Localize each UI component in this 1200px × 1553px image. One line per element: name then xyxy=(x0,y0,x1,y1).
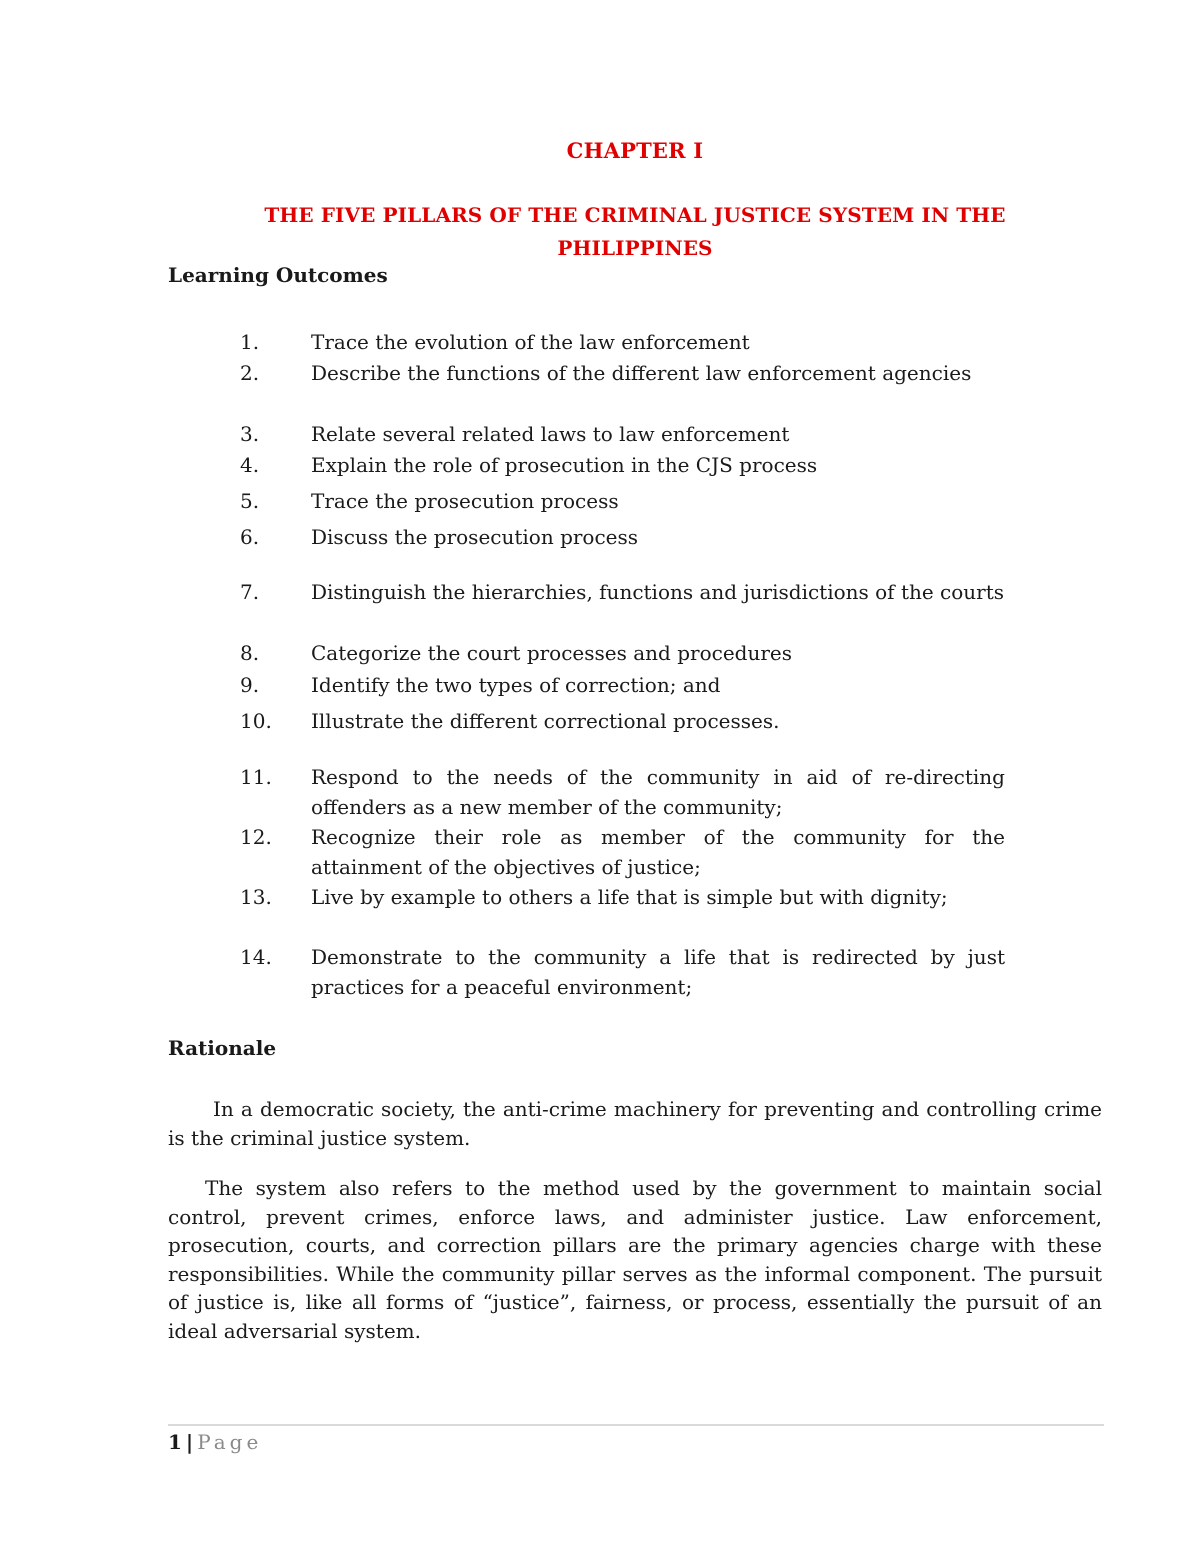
outcome-number: 3. xyxy=(240,422,260,446)
outcome-text: Recognize their role as member of the community for the attainment of the objectives of justice; xyxy=(311,825,1005,879)
outcome-number: 10. xyxy=(240,709,272,733)
chapter-subtitle: THE FIVE PILLARS OF THE CRIMINAL JUSTICE SYSTEM IN THE PHILIPPINES xyxy=(264,203,1006,260)
page-number: 1 xyxy=(168,1430,182,1454)
page-footer xyxy=(168,1430,262,1454)
outcome-item xyxy=(240,359,1005,389)
rationale-paragraph: In a democratic society, the anti-crime machinery for preventing and controlling crime is the criminal justice system. xyxy=(168,1097,1102,1150)
outcome-number: 2. xyxy=(240,361,260,385)
outcome-number: 8. xyxy=(240,641,260,665)
outcome-item xyxy=(240,707,1005,737)
outcome-item xyxy=(240,578,1005,608)
outcome-item xyxy=(240,639,1005,669)
outcome-item xyxy=(240,671,1005,701)
outcome-number: 4. xyxy=(240,453,260,477)
rationale-paragraph: The system also refers to the method used by the government to maintain social control, prevent crimes, enforce laws, and administer justice. Law enforcement, prosecution, courts, and correction pillars are the primary agencies charge with these responsibilities. While the community pillar serves as the informal component. The pursuit of justice is, like all forms of “justice”, fairness, or process, essentially the pursuit of an ideal adversarial system. xyxy=(168,1176,1102,1343)
outcome-number: 1. xyxy=(240,330,260,354)
outcome-number: 5. xyxy=(240,489,260,513)
outcome-text: Relate several related laws to law enforcement xyxy=(311,422,790,446)
learning-outcomes-heading: Learning Outcomes xyxy=(168,263,388,287)
outcome-text: Discuss the prosecution process xyxy=(311,525,639,549)
outcome-text: Categorize the court processes and procedures xyxy=(311,641,792,665)
outcome-number: 14. xyxy=(240,945,272,969)
outcome-text: Demonstrate to the community a life that is redirected by just practices for a peaceful environment; xyxy=(311,945,1005,999)
outcome-text: Illustrate the different correctional processes. xyxy=(311,709,780,733)
outcome-text: Live by example to others a life that is simple but with dignity; xyxy=(311,885,948,909)
page-separator: | xyxy=(185,1430,194,1454)
outcome-item xyxy=(240,763,1005,822)
outcome-text: Distinguish the hierarchies, functions and jurisdictions of the courts xyxy=(311,580,1005,604)
page-label: Page xyxy=(197,1430,263,1454)
outcome-item xyxy=(240,328,1005,358)
outcome-item xyxy=(240,523,1005,553)
outcome-number: 11. xyxy=(240,765,272,789)
outcome-item xyxy=(240,487,1005,517)
outcome-text: Identify the two types of correction; and xyxy=(311,673,721,697)
outcome-number: 13. xyxy=(240,885,272,909)
outcome-text: Trace the prosecution process xyxy=(311,489,619,513)
footer-divider xyxy=(168,1424,1104,1426)
outcome-number: 9. xyxy=(240,673,260,697)
outcome-item xyxy=(240,420,1005,450)
rationale-heading: Rationale xyxy=(168,1036,277,1060)
outcome-number: 12. xyxy=(240,825,272,849)
outcome-number: 7. xyxy=(240,580,260,604)
outcome-text: Trace the evolution of the law enforcement xyxy=(311,330,750,354)
outcome-text: Explain the role of prosecution in the CJS process xyxy=(311,453,818,477)
outcome-item xyxy=(240,823,1005,882)
outcome-text: Describe the functions of the different law enforcement agencies xyxy=(311,361,972,385)
chapter-title: CHAPTER I xyxy=(566,138,704,163)
outcome-item xyxy=(240,883,1005,913)
outcome-number: 6. xyxy=(240,525,260,549)
outcome-item xyxy=(240,943,1005,1002)
outcome-item xyxy=(240,451,1005,481)
outcome-text: Respond to the needs of the community in aid of re-directing offenders as a new member of the community; xyxy=(311,765,1005,819)
